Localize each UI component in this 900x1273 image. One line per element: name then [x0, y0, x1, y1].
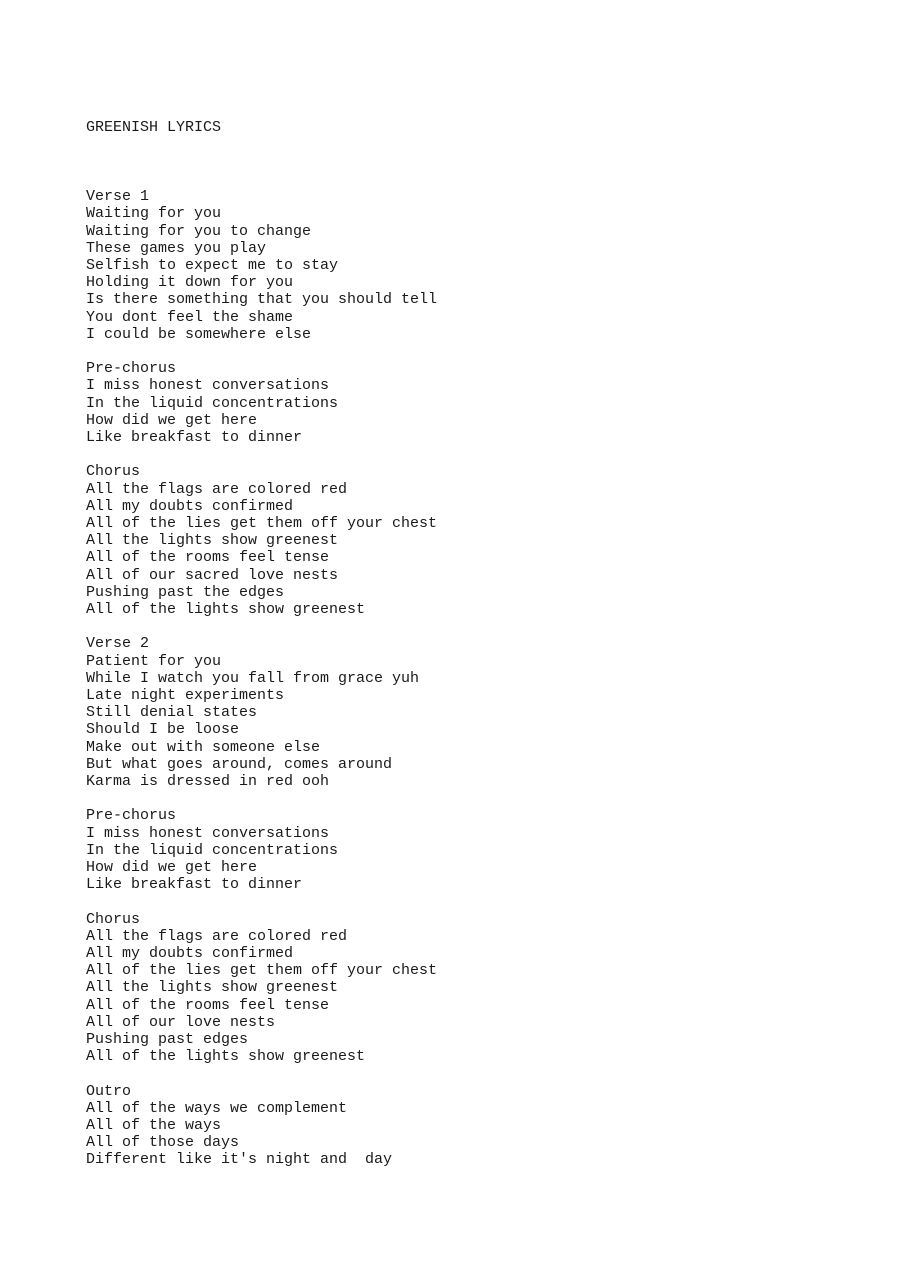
lyric-line: All of the lights show greenest — [86, 1048, 366, 1066]
lyric-line: All the lights show greenest — [86, 979, 339, 997]
lyric-line: Like breakfast to dinner — [86, 429, 303, 447]
lyric-line: All of the lies get them off your chest — [86, 515, 438, 533]
lyric-line: All of those days — [86, 1134, 240, 1152]
lyric-line: All my doubts confirmed — [86, 497, 294, 515]
lyrics-section-verse-2 — [86, 635, 437, 790]
lyric-line: Is there something that you should tell — [86, 291, 438, 309]
lyric-line: Selfish to expect me to stay — [86, 257, 339, 275]
lyric-line: Like breakfast to dinner — [86, 876, 303, 894]
lyric-line: But what goes around, comes around — [86, 755, 393, 773]
lyrics-section-chorus — [86, 463, 437, 618]
lyric-line: How did we get here — [86, 859, 258, 877]
lyric-line: Waiting for you — [86, 205, 222, 223]
lyric-line: Holding it down for you — [86, 274, 294, 292]
lyric-line: All the lights show greenest — [86, 532, 339, 550]
lyrics-section-pre-chorus — [86, 360, 437, 446]
lyric-line: All of the lies get them off your chest — [86, 962, 438, 980]
lyric-line: Karma is dressed in red ooh — [86, 773, 330, 791]
lyric-line: Pushing past the edges — [86, 583, 285, 601]
lyric-line: You dont feel the shame — [86, 308, 294, 326]
document-title: GREENISH LYRICS — [86, 119, 222, 137]
lyric-line: All of the rooms feel tense — [86, 549, 330, 567]
lyric-line: While I watch you fall from grace yuh — [86, 669, 420, 687]
section-heading: Verse 2 — [86, 635, 150, 653]
lyric-line: Still denial states — [86, 704, 258, 722]
lyric-line: All of the ways we complement — [86, 1099, 348, 1117]
lyric-line: All of the rooms feel tense — [86, 996, 330, 1014]
lyric-line: All of the ways — [86, 1117, 222, 1135]
lyric-line: I miss honest conversations — [86, 377, 330, 395]
section-heading: Chorus — [86, 463, 141, 481]
lyric-line: Should I be loose — [86, 721, 240, 739]
section-heading: Outro — [86, 1082, 132, 1100]
lyric-line: All of our sacred love nests — [86, 566, 339, 584]
lyrics-section-pre-chorus — [86, 807, 437, 893]
lyric-line: All of the lights show greenest — [86, 601, 366, 619]
lyric-line: In the liquid concentrations — [86, 394, 339, 412]
lyric-line: Different like it's night and day — [86, 1151, 393, 1169]
lyrics-section-verse-1 — [86, 188, 437, 343]
lyrics-document — [86, 85, 437, 1203]
lyric-line: I miss honest conversations — [86, 824, 330, 842]
lyric-line: These games you play — [86, 239, 267, 257]
lyric-line: I could be somewhere else — [86, 325, 312, 343]
lyric-line: Make out with someone else — [86, 738, 321, 756]
lyrics-section-chorus — [86, 911, 437, 1066]
section-heading: Verse 1 — [86, 188, 150, 206]
lyric-line: Late night experiments — [86, 687, 285, 705]
lyric-line: Waiting for you to change — [86, 222, 312, 240]
lyrics-section-outro — [86, 1083, 437, 1169]
lyric-line: All of our love nests — [86, 1013, 276, 1031]
lyric-line: In the liquid concentrations — [86, 841, 339, 859]
section-heading: Pre-chorus — [86, 360, 177, 378]
lyrics-sections — [86, 188, 437, 1168]
lyric-line: All the flags are colored red — [86, 927, 348, 945]
lyric-line: All my doubts confirmed — [86, 945, 294, 963]
lyric-line: Patient for you — [86, 652, 222, 670]
lyric-line: All the flags are colored red — [86, 480, 348, 498]
section-heading: Pre-chorus — [86, 807, 177, 825]
lyric-line: Pushing past edges — [86, 1031, 249, 1049]
section-heading: Chorus — [86, 910, 141, 928]
lyric-line: How did we get here — [86, 411, 258, 429]
